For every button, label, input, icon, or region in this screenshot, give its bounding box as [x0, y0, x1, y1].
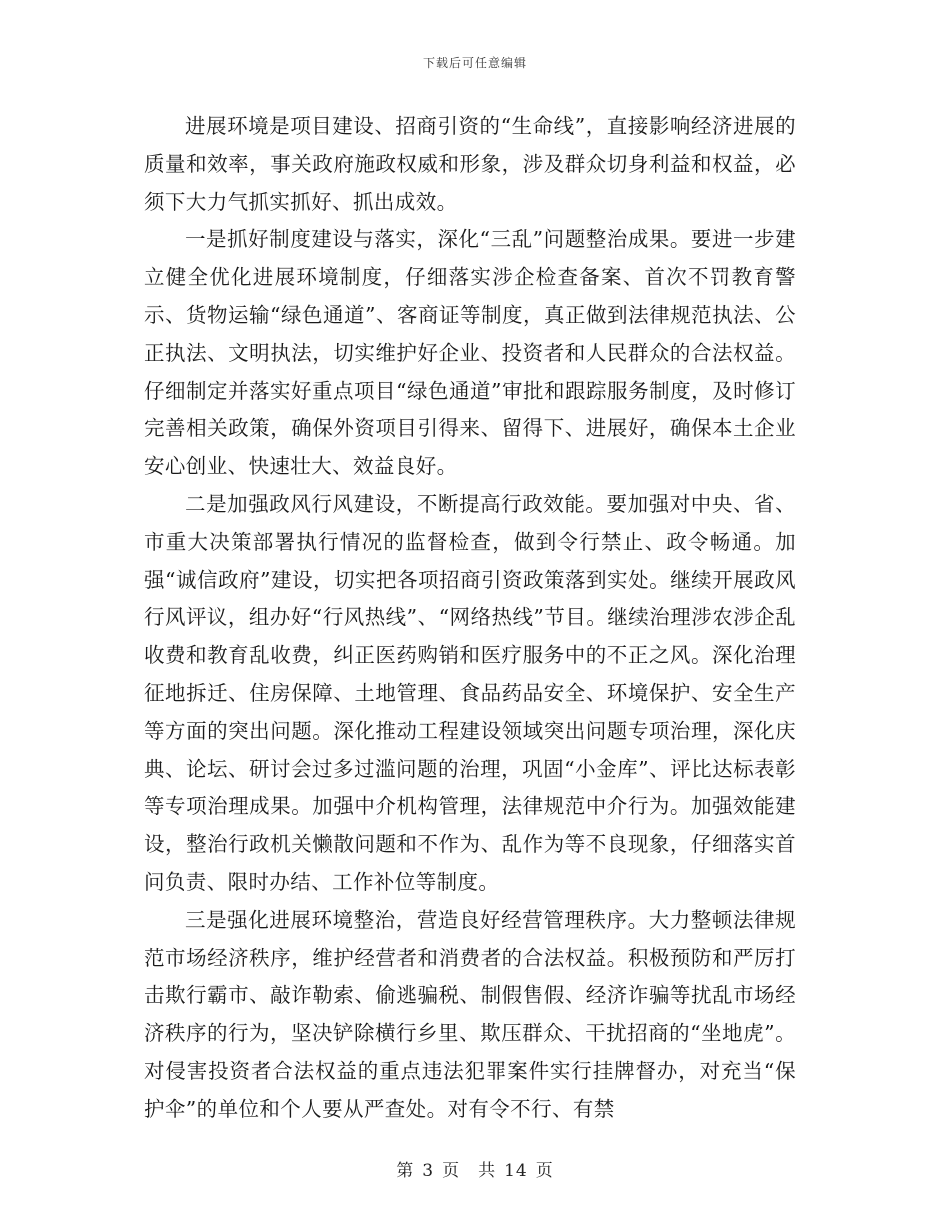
- footer-prefix: 第: [396, 1161, 415, 1181]
- paragraph-point-one: 一是抓好制度建设与落实，深化“三乱”问题整治成果。要进一步建立健全优化进展环境制度，仔细落实涉企检查备案、首次不罚教育警示、货物运输“绿色通道”、客商证等制度，真正做到法律规范执法、公正执法、文明执法，切实维护好企业、投资者和人民群众的合法权益。仔细制定并落实好重点项目“绿色通道”审批和跟踪服务制度，及时修订完善相关政策，确保外资项目引得来、留得下、进展好，确保本土企业安心创业、快速壮大、效益良好。: [144, 227, 796, 479]
- document-body: [144, 108, 796, 1129]
- footer-middle: 页 共: [442, 1161, 497, 1181]
- paragraph-point-two: 二是加强政风行风建设，不断提高行政效能。要加强对中央、省、市重大决策部署执行情况的监督检查，做到令行禁止、政令畅通。加强“诚信政府”建设，切实把各项招商引资政策落到实处。继续开展政风行风评议，组办好“行风热线”、“网络热线”节目。继续治理涉农涉企乱收费和教育乱收费，纠正医药购销和医疗服务中的不正之风。深化治理征地拆迁、住房保障、土地管理、食品药品安全、环境保护、安全生产等方面的突出问题。深化推动工程建设领域突出问题专项治理，深化庆典、论坛、研讨会过多过滥问题的治理，巩固“小金库”、评比达标表彰等专项治理成果。加强中介机构管理，法律规范中介行为。加强效能建设，整治行政机关懒散问题和不作为、乱作为等不良现象，仔细落实首问负责、限时办结、工作补位等制度。: [144, 491, 796, 894]
- paragraph-intro: 进展环境是项目建设、招商引资的“生命线”，直接影响经济进展的质量和效率，事关政府施政权威和形象，涉及群众切身利益和权益，必须下大力气抓实抓好、抓出成效。: [144, 114, 796, 214]
- paragraph-point-three: 三是强化进展环境整治，营造良好经营管理秩序。大力整顿法律规范市场经济秩序，维护经营者和消费者的合法权益。积极预防和严厉打击欺行霸市、敲诈勒索、偷逃骗税、制假售假、经济诈骗等扰乱市场经济秩序的行为，坚决铲除横行乡里、欺压群众、干扰招商的“坐地虎”。对侵害投资者合法权益的重点违法犯罪案件实行挂牌督办，对充当“保护伞”的单位和个人要从严查处。对有令不行、有禁: [144, 907, 796, 1121]
- current-page-number: 3: [422, 1161, 435, 1181]
- page-number-footer: [0, 1156, 950, 1181]
- page-header-note: 下载后可任意编辑: [422, 56, 527, 70]
- footer-suffix: 页: [535, 1161, 554, 1181]
- total-page-count: 14: [504, 1161, 528, 1181]
